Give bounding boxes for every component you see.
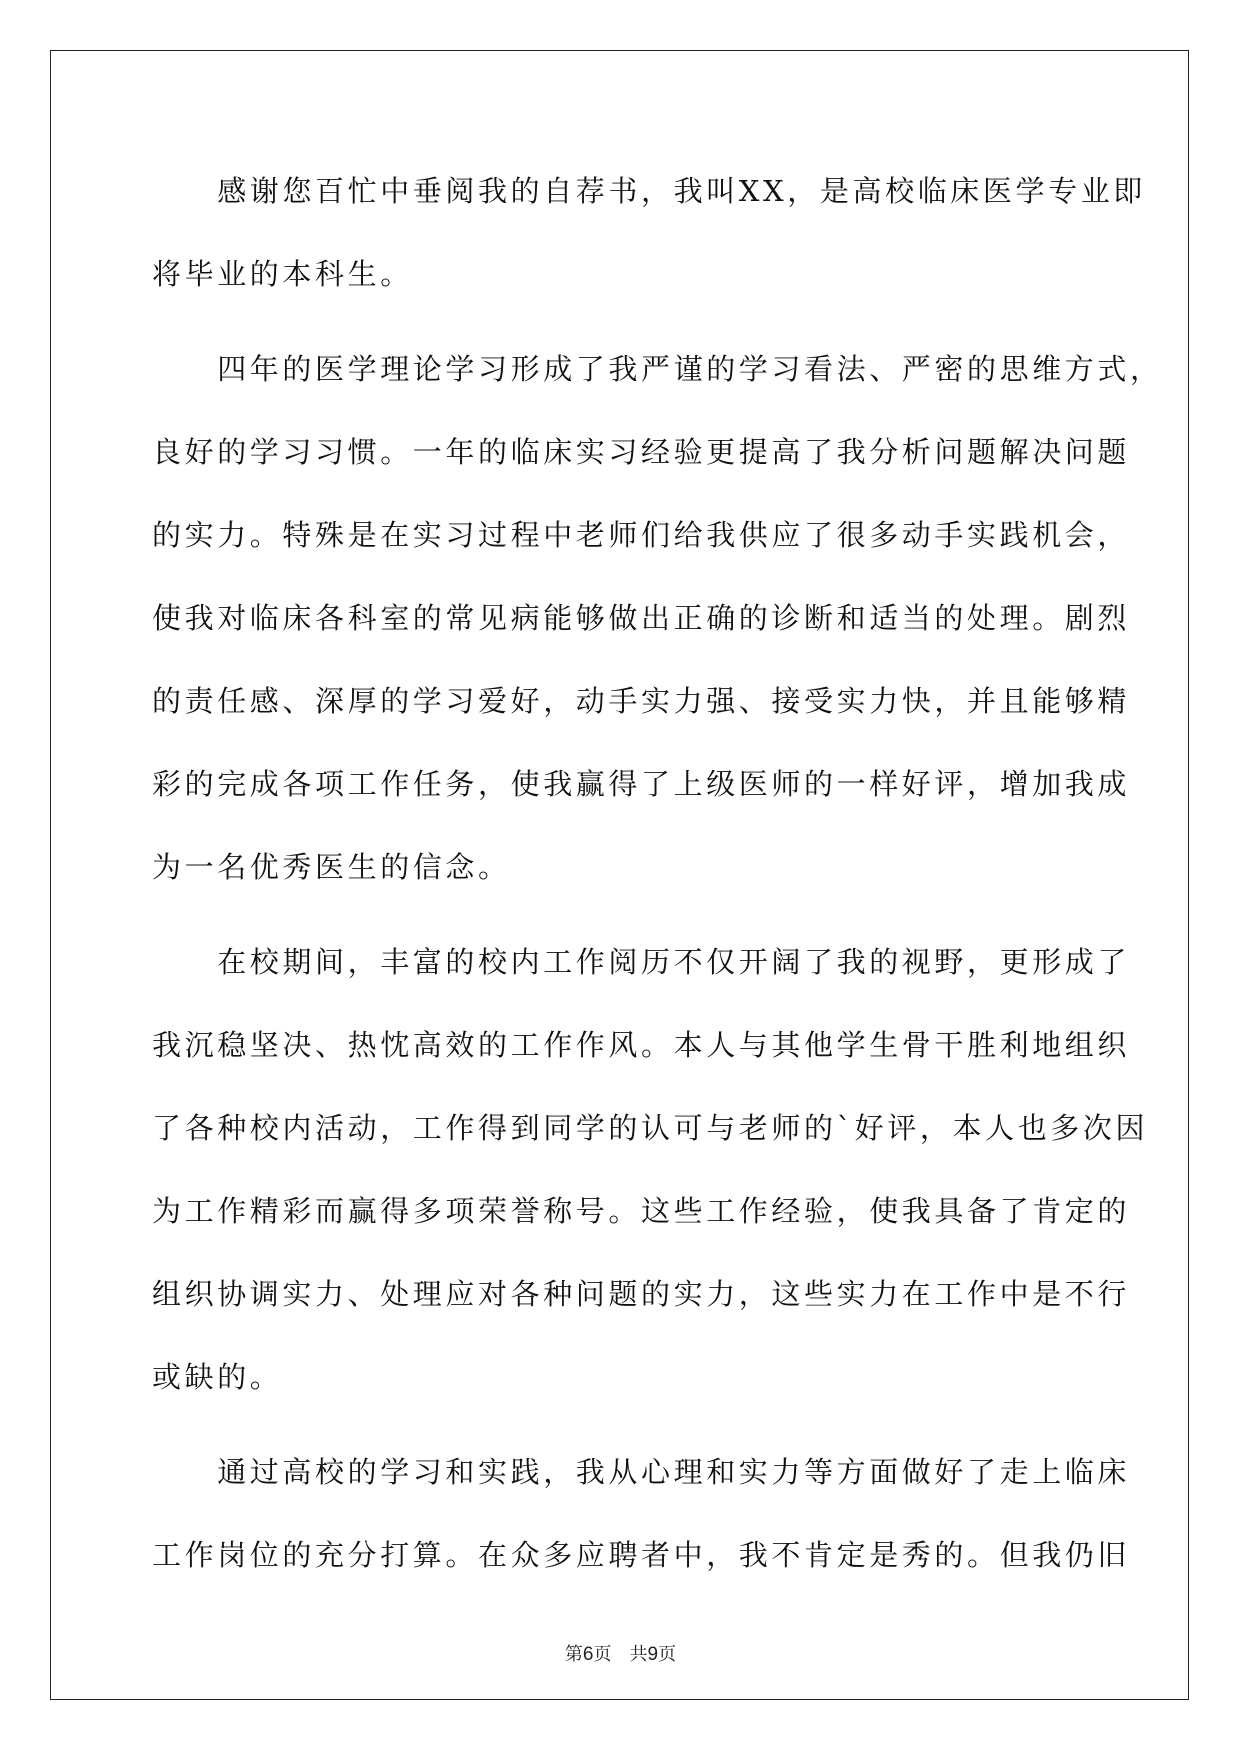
current-page-number: 6 [582,1644,594,1665]
text-line: 为一名优秀医生的信念。 [152,850,511,884]
text-line: 良好的学习习惯。一年的临床实习经验更提高了我分析问题解决问题 [152,435,1131,469]
text-line: 在校期间，丰富的校内工作阅历不仅开阔了我的视野，更形成了 [152,945,1131,979]
text-line: 我沉稳坚决、热忱高效的工作作风。本人与其他学生骨干胜利地组织 [152,1028,1131,1062]
text-line: 的实力。特殊是在实习过程中老师们给我供应了很多动手实践机会， [152,518,1131,552]
total-page-count: 9 [647,1644,659,1665]
text-line: 了各种校内活动，工作得到同学的认可与老师的`好评，本人也多次因 [152,1111,1149,1145]
total-prefix: 共 [629,1644,648,1665]
text-line: 的责任感、深厚的学习爱好，动手实力强、接受实力快，并且能够精 [152,684,1131,718]
text-line: 组织协调实力、处理应对各种问题的实力，这些实力在工作中是不行 [152,1277,1131,1311]
page-prefix: 第 [564,1644,583,1665]
total-suffix: 页 [658,1644,677,1665]
text-line: 将毕业的本科生。 [152,257,413,291]
text-line: 感谢您百忙中垂阅我的自荐书，我叫XX，是高校临床医学专业即 [152,174,1146,208]
page-footer [0,1640,1241,1666]
page-suffix: 页 [593,1644,612,1665]
text-line: 通过高校的学习和实践，我从心理和实力等方面做好了走上临床 [152,1455,1131,1489]
text-line: 使我对临床各科室的常见病能够做出正确的诊断和适当的处理。剧烈 [152,601,1131,635]
text-line: 四年的医学理论学习形成了我严谨的学习看法、严密的思维方式， [152,352,1163,386]
text-line: 或缺的。 [152,1360,283,1394]
document-body [152,160,1163,1607]
text-line: 工作岗位的充分打算。在众多应聘者中，我不肯定是秀的。但我仍旧 [152,1538,1131,1572]
text-line: 彩的完成各项工作任务，使我赢得了上级医师的一样好评，增加我成 [152,767,1131,801]
text-line: 为工作精彩而赢得多项荣誉称号。这些工作经验，使我具备了肯定的 [152,1194,1131,1228]
